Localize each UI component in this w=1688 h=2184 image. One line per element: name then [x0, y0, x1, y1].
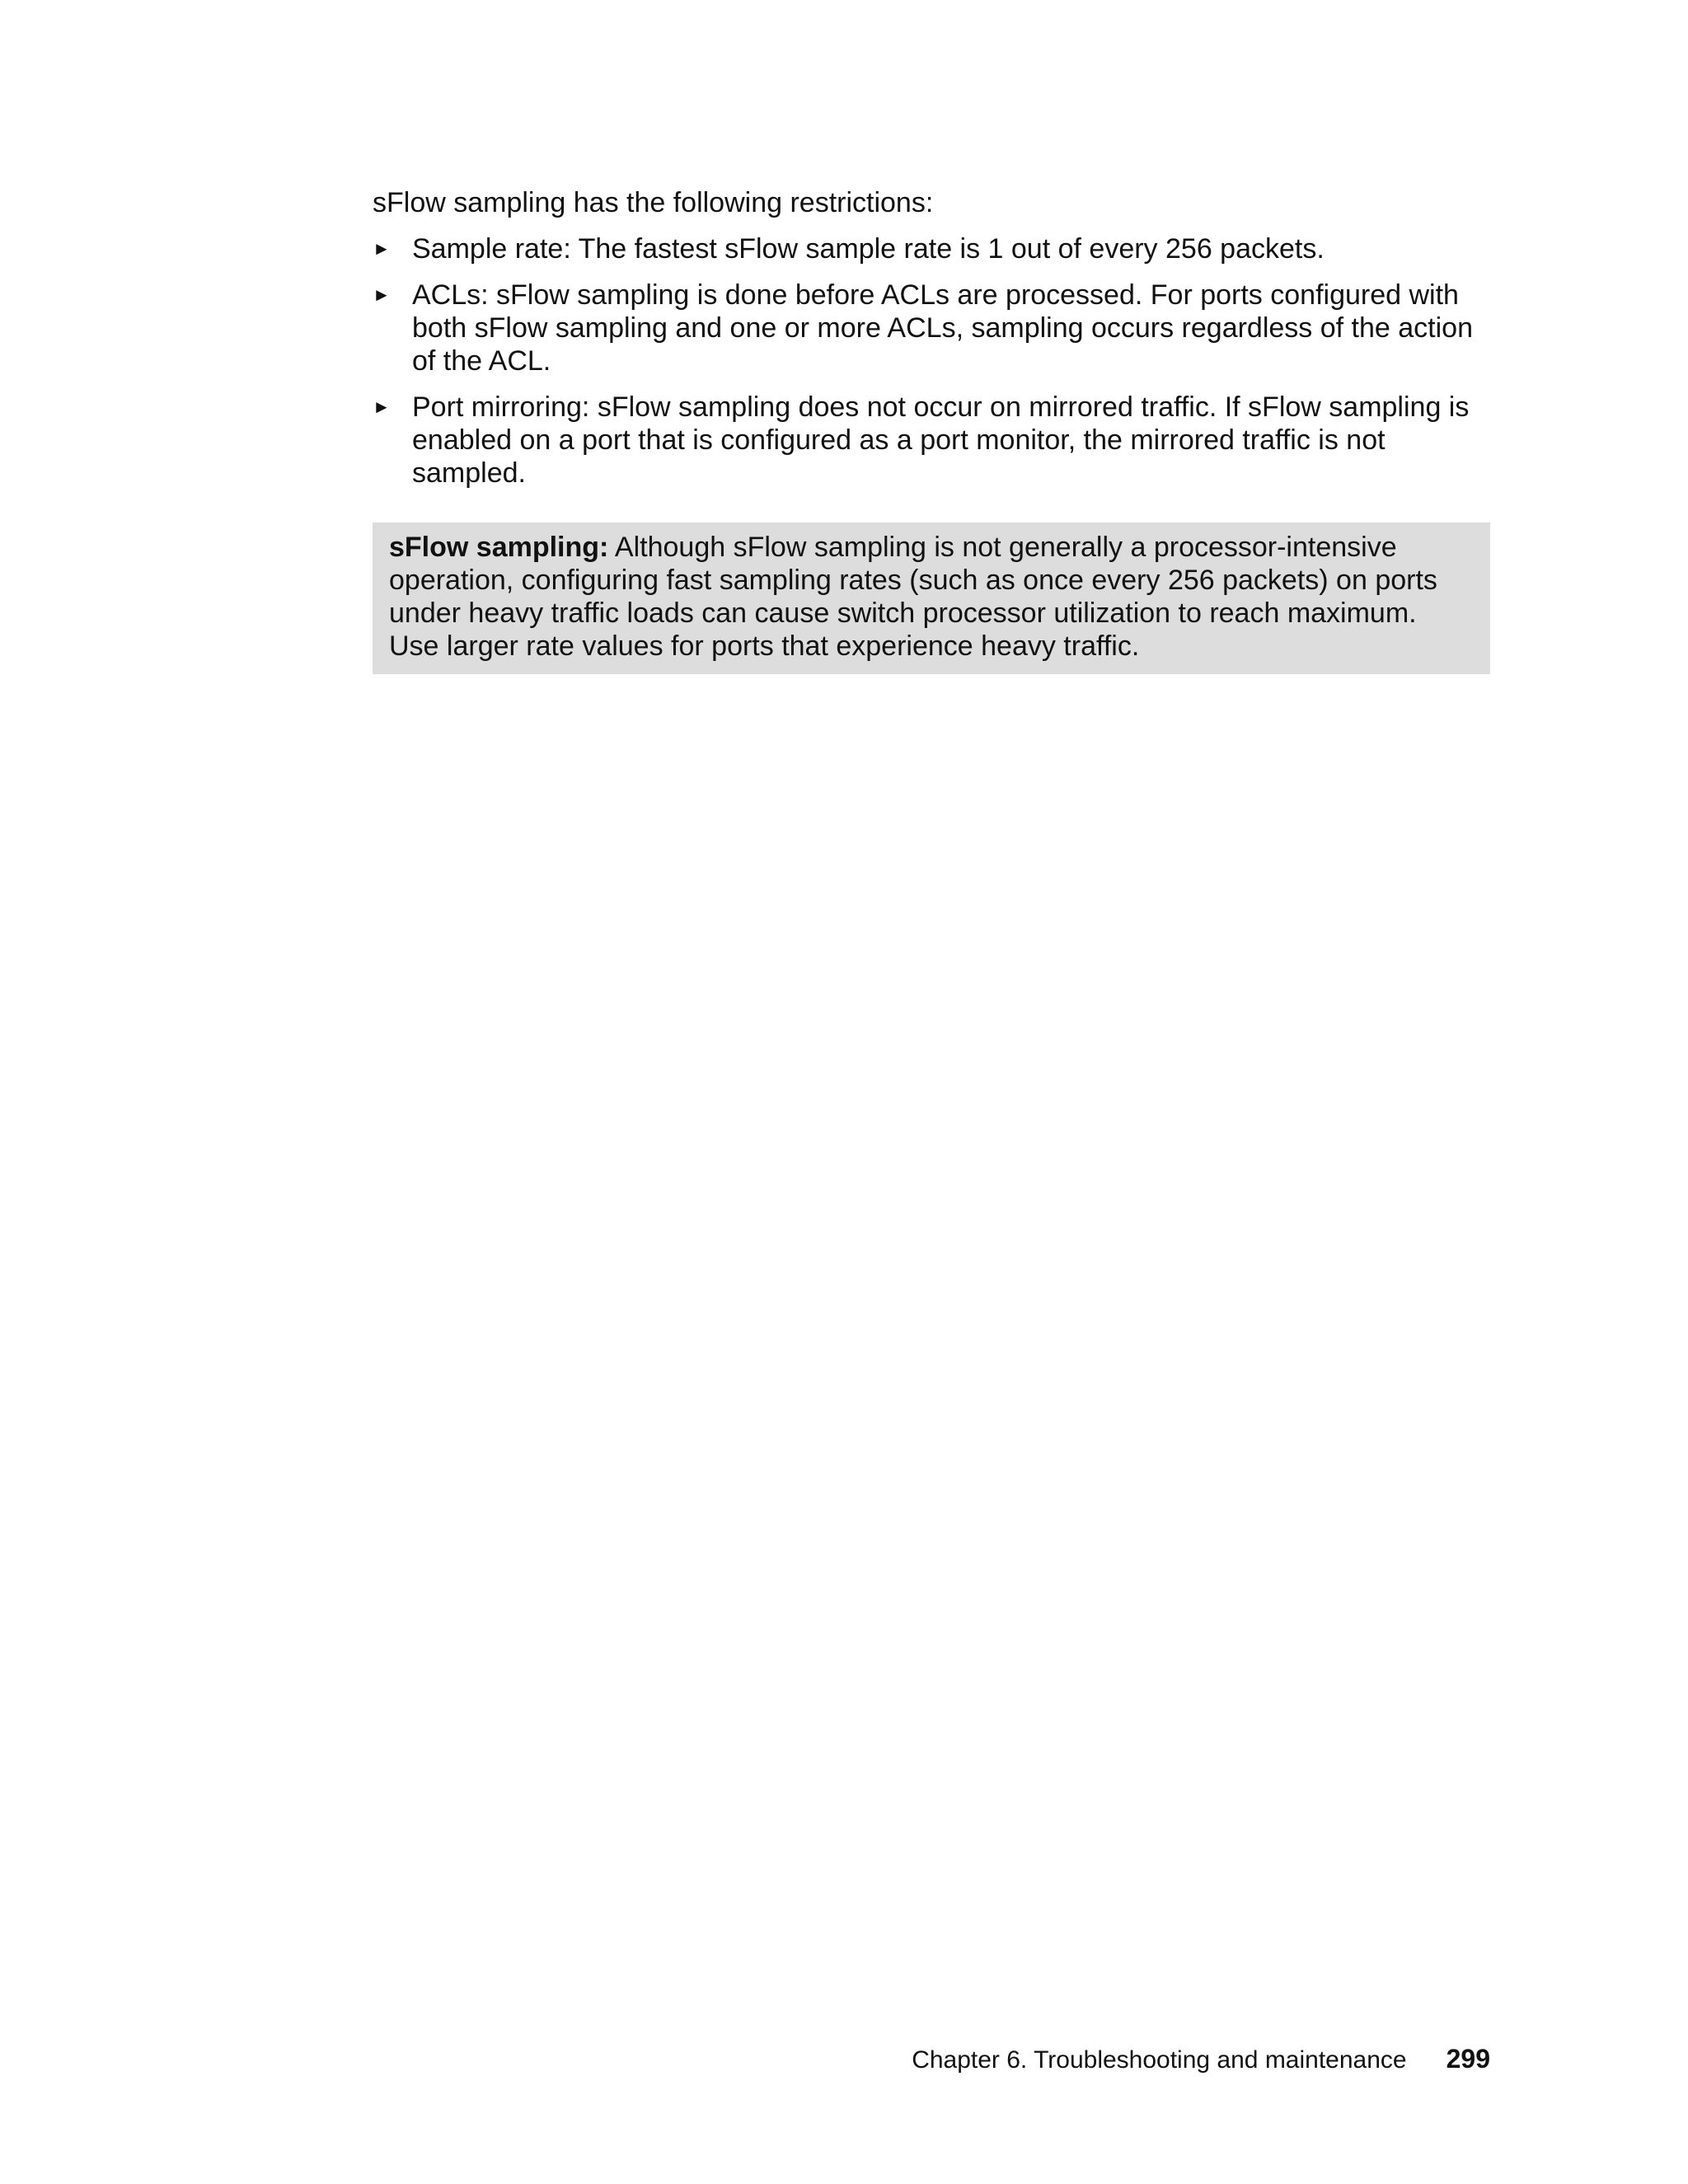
list-item — [373, 391, 1490, 490]
page-number: 299 — [1446, 2044, 1490, 2074]
page-content — [373, 186, 1490, 674]
list-item — [373, 232, 1490, 265]
bullet-arrow-icon: ► — [373, 284, 391, 305]
bullet-arrow-icon: ► — [373, 238, 391, 259]
intro-paragraph: sFlow sampling has the following restrictions: — [373, 187, 934, 218]
list-item — [373, 279, 1490, 377]
note-body: Although sFlow sampling is not generally a processor-intensive operation, configuring fast sampling rates (such as once every 256 packets) on ports under heavy traffic loads can cause switch processor utilization to reach maximum. Use larger rate values for ports that experience heavy traffic. — [389, 532, 1437, 662]
restrictions-list — [373, 232, 1490, 490]
list-item-text: Sample rate: The fastest sFlow sample rate is 1 out of every 256 packets. — [412, 233, 1325, 265]
page-footer — [874, 2044, 1490, 2080]
list-item-text: ACLs: sFlow sampling is done before ACLs are processed. For ports configured with both sFlow sampling and one or more ACLs, sampling occurs regardless of the action of the ACL. — [412, 279, 1473, 377]
list-item-text: Port mirroring: sFlow sampling does not occur on mirrored traffic. If sFlow sampling is enabled on a port that is configured as a port monitor, the mirrored traffic is not sampled. — [412, 391, 1470, 489]
footer-chapter-title: Chapter 6. Troubleshooting and maintenance — [912, 2046, 1407, 2074]
note-box — [373, 523, 1490, 674]
note-title: sFlow sampling: — [389, 532, 609, 563]
bullet-arrow-icon: ► — [373, 396, 391, 417]
